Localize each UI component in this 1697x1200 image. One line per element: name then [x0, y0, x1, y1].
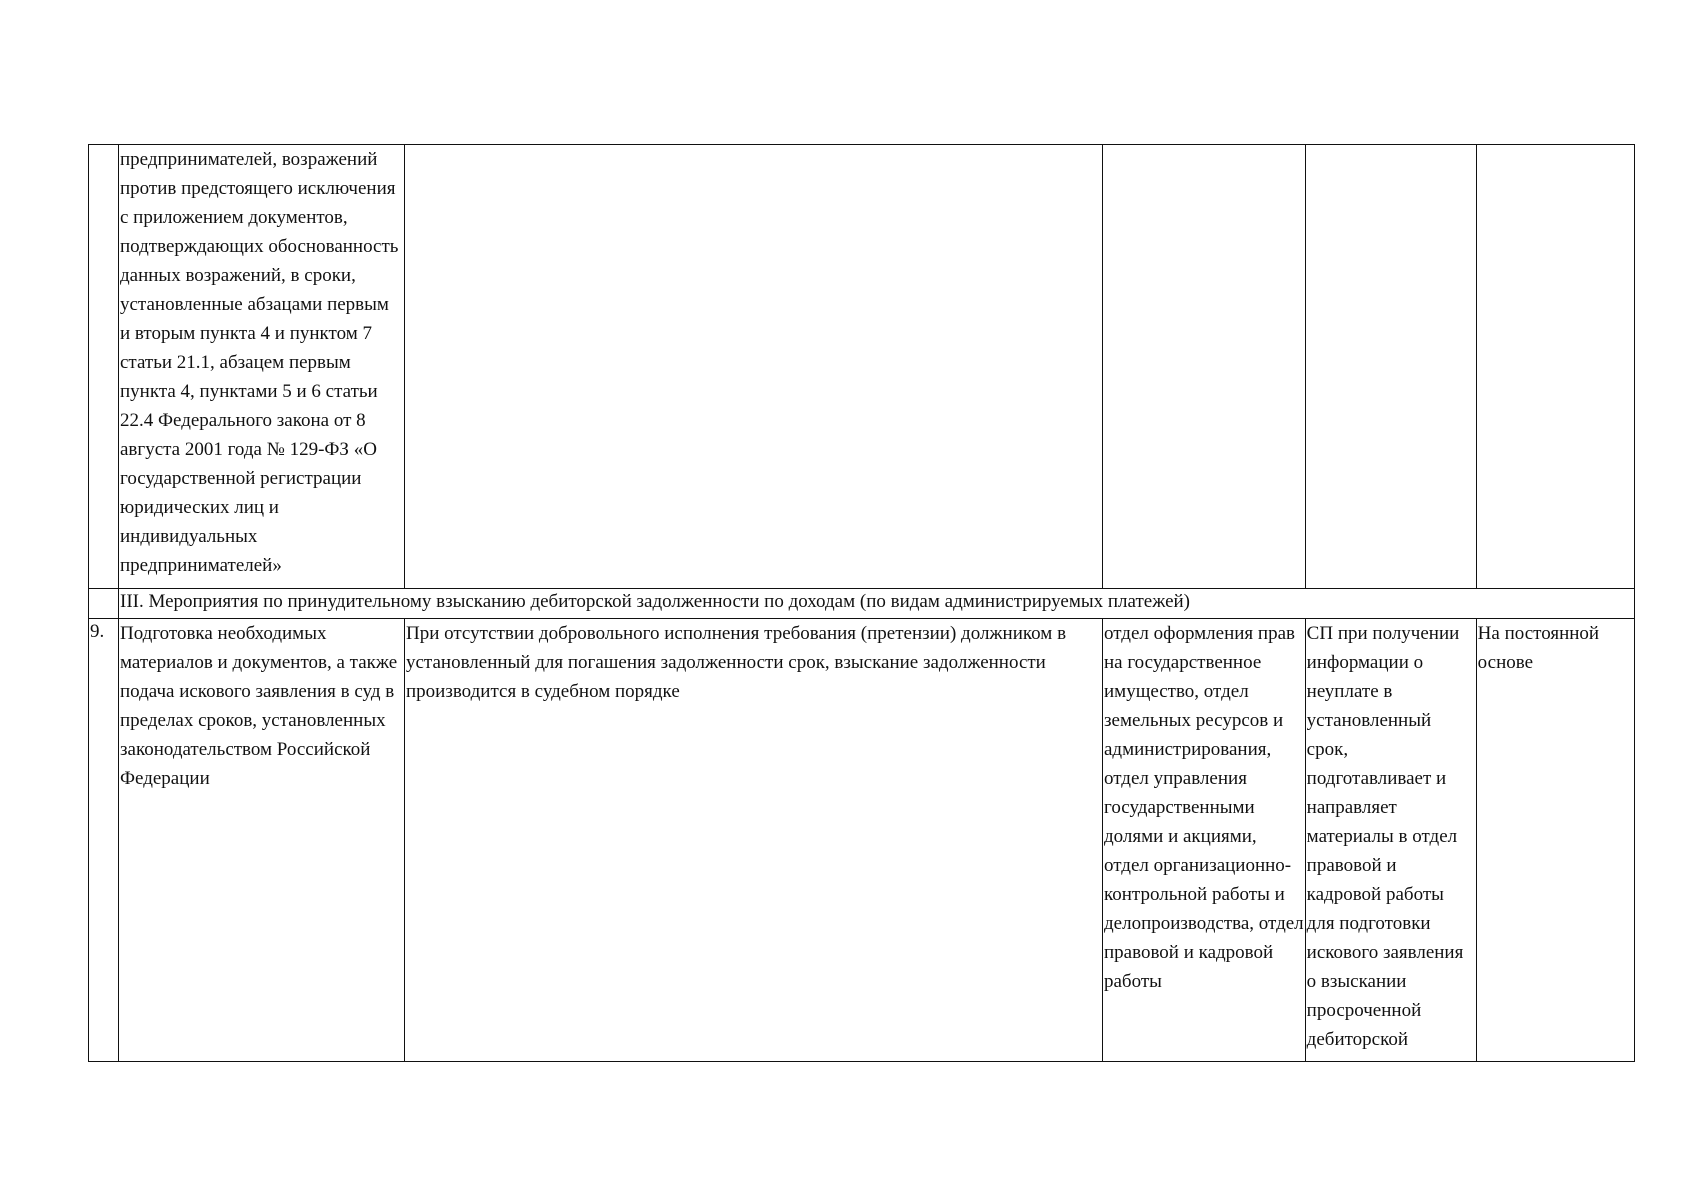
text-line: срок, [1306, 739, 1349, 760]
text-line: материалов и документов, а также [120, 652, 398, 673]
text-line: юридических лиц и [120, 497, 279, 518]
procedure-cell [1305, 145, 1476, 589]
text-line: данных возражений, в сроки, [120, 265, 356, 286]
text-line: неуплате в [1306, 681, 1393, 702]
text-line: Подготовка необходимых [120, 623, 327, 644]
text-line: установленный для погашения задолженности срок, взыскание задолженности [406, 652, 1046, 673]
text-line: о взыскании [1306, 971, 1407, 992]
text-line: информации о [1306, 652, 1424, 673]
text-line: предпринимателей» [120, 555, 282, 576]
text-line: пункта 4, пунктами 5 и 6 статьи [120, 381, 378, 402]
text-line: Федерации [120, 768, 210, 789]
text-line: делопроизводства, отдел [1104, 913, 1304, 934]
text-line: кадровой работы [1306, 884, 1444, 905]
text-line: дебиторской [1306, 1029, 1409, 1050]
term-cell [1476, 619, 1634, 1062]
text-line: имущество, отдел [1104, 681, 1249, 702]
text-line: подготавливает и [1306, 768, 1447, 789]
term-text [1478, 619, 1633, 677]
text-line: государственными [1104, 797, 1255, 818]
text-line: отдел организационно- [1104, 855, 1292, 876]
measures-table [88, 144, 1635, 1062]
text-line: против предстоящего исключения [120, 178, 396, 199]
text-line: статьи 21.1, абзацем первым [120, 352, 351, 373]
text-line: контрольной работы и [1104, 884, 1285, 905]
text-line: основе [1477, 652, 1534, 673]
text-line: установленные абзацами первым [120, 294, 389, 315]
term-cell [1476, 145, 1634, 589]
text-line: производится в судебном порядке [406, 681, 680, 702]
text-line: СП при получении [1306, 623, 1460, 644]
text-line: для подготовки [1306, 913, 1431, 934]
text-line: индивидуальных [120, 526, 258, 547]
description-text [406, 619, 1101, 706]
text-line: законодательством Российской [120, 739, 371, 760]
text-line: работы [1104, 971, 1162, 992]
text-line: администрирования, [1104, 739, 1272, 760]
responsible-text [1104, 619, 1304, 996]
table-row [89, 145, 1635, 589]
text-line: и вторым пункта 4 и пунктом 7 [120, 323, 372, 344]
text-line: материалы в отдел [1306, 826, 1458, 847]
text-line: государственной регистрации [120, 468, 362, 489]
text-line: долями и акциями, [1104, 826, 1257, 847]
text-line: На постоянной [1477, 623, 1600, 644]
text-line: 22.4 Федерального закона от 8 [120, 410, 366, 431]
description-cell [405, 619, 1103, 1062]
text-line: августа 2001 года № 129-ФЗ «О [120, 439, 377, 460]
text-line: отдел управления [1104, 768, 1247, 789]
text-line: направляет [1306, 797, 1397, 818]
row-number-cell [89, 589, 119, 619]
text-line: подача искового заявления в суд в [120, 681, 395, 702]
procedure-text [1307, 619, 1475, 1054]
responsible-cell [1103, 145, 1306, 589]
text-line: установленный [1306, 710, 1432, 731]
text-line: искового заявления [1306, 942, 1464, 963]
procedure-cell [1305, 619, 1476, 1062]
row-number-cell [89, 145, 119, 589]
text-line: земельных ресурсов и [1104, 710, 1284, 731]
table-row [89, 619, 1635, 1062]
text-line: на государственное [1104, 652, 1262, 673]
text-line: правовой и [1306, 855, 1397, 876]
text-line: предпринимателей, возражений [120, 149, 378, 170]
row-number: 9. [89, 619, 119, 1062]
text-line: просроченной [1306, 1000, 1422, 1021]
measure-text [120, 145, 403, 580]
responsible-cell [1103, 619, 1306, 1062]
measure-text [120, 619, 403, 793]
section-row [89, 589, 1635, 619]
description-cell [405, 145, 1103, 589]
text-line: правовой и кадровой [1104, 942, 1274, 963]
text-line: подтверждающих обоснованность [120, 236, 399, 257]
measure-cell [119, 145, 405, 589]
section-heading: III. Мероприятия по принудительному взысканию дебиторской задолженности по доходам (по видам администрируемых платежей) [119, 589, 1635, 619]
text-line: При отсутствии добровольного исполнения требования (претензии) должником в [406, 623, 1067, 644]
text-line: пределах сроков, установленных [120, 710, 386, 731]
text-line: с приложением документов, [120, 207, 348, 228]
text-line: отдел оформления прав [1104, 623, 1295, 644]
measure-cell [119, 619, 405, 1062]
